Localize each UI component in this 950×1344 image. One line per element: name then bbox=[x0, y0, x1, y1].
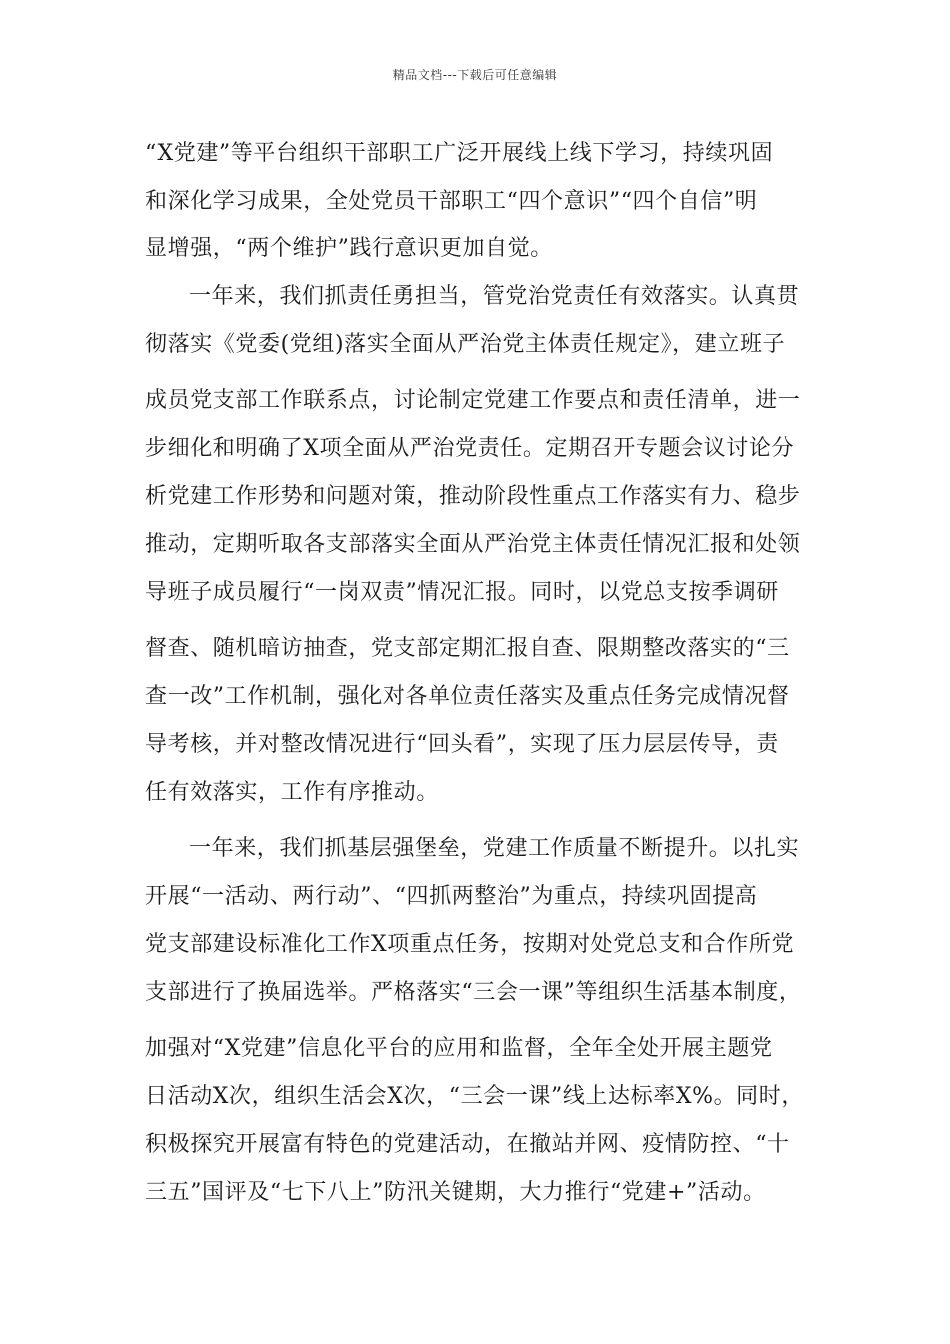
text-line: 彻落实《党委(党组)落实全面从严治党主体责任规定》，建立班子 bbox=[145, 332, 786, 357]
text-line: 督查、随机暗访抽查，党支部定期汇报自查、限期整改落实的“三 bbox=[145, 636, 790, 661]
text-line: 成员党支部工作联系点，讨论制定党建工作要点和责任清单，进一 bbox=[145, 388, 801, 413]
paragraph-start-line: 一年来，我们抓责任勇担当，管党治党责任有效落实。认真贯 bbox=[189, 284, 800, 309]
text-line: 导考核，并对整改情况进行“回头看”，实现了压力层层传导，责 bbox=[145, 732, 779, 757]
text-line: 导班子成员履行“一岗双责”情况汇报。同时，以党总支按季调研 bbox=[145, 580, 779, 605]
text-line: 支部进行了换届选举。严格落实“三会一课”等组织生活基本制度， bbox=[145, 980, 802, 1005]
text-line: 日活动X次，组织生活会X次，“三会一课”线上达标率X%。同时， bbox=[145, 1084, 804, 1109]
text-line: 积极探究开展富有特色的党建活动，在撤站并网、疫情防控、“十 bbox=[145, 1132, 790, 1157]
text-line: “X党建”等平台组织干部职工广泛开展线上线下学习，持续巩固 bbox=[145, 141, 774, 166]
text-line: 查一改”工作机制，强化对各单位责任落实及重点任务完成情况督 bbox=[145, 684, 790, 709]
text-line: 步细化和明确了X项全面从严治党责任。定期召开专题会议讨论分 bbox=[145, 436, 795, 461]
text-line: 开展“一活动、两行动”、“四抓两整治”为重点，持续巩固提高 bbox=[145, 884, 758, 909]
text-line: 三五”国评及“七下八上”防汛关键期，大力推行“党建+”活动。 bbox=[145, 1180, 766, 1205]
text-line: 析党建工作形势和问题对策，推动阶段性重点工作落实有力、稳步 bbox=[145, 484, 801, 509]
paragraph-start-line: 一年来，我们抓基层强堡垒，党建工作质量不断提升。以扎实 bbox=[189, 836, 800, 861]
text-line: 任有效落实，工作有序推动。 bbox=[145, 780, 439, 805]
text-line: 显增强，“两个维护”践行意识更加自觉。 bbox=[145, 236, 553, 261]
page-header: 精品文档---下载后可任意编辑 bbox=[392, 68, 558, 82]
text-line: 和深化学习成果，全处党员干部职工“四个意识”“四个自信”明 bbox=[145, 189, 758, 214]
text-line: 加强对“X党建”信息化平台的应用和监督，全年全处开展主题党 bbox=[145, 1036, 773, 1061]
text-line: 党支部建设标准化工作X项重点任务，按期对处党总支和合作所党 bbox=[145, 932, 795, 957]
text-line: 推动，定期听取各支部落实全面从严治党主体责任情况汇报和处领 bbox=[145, 532, 801, 557]
